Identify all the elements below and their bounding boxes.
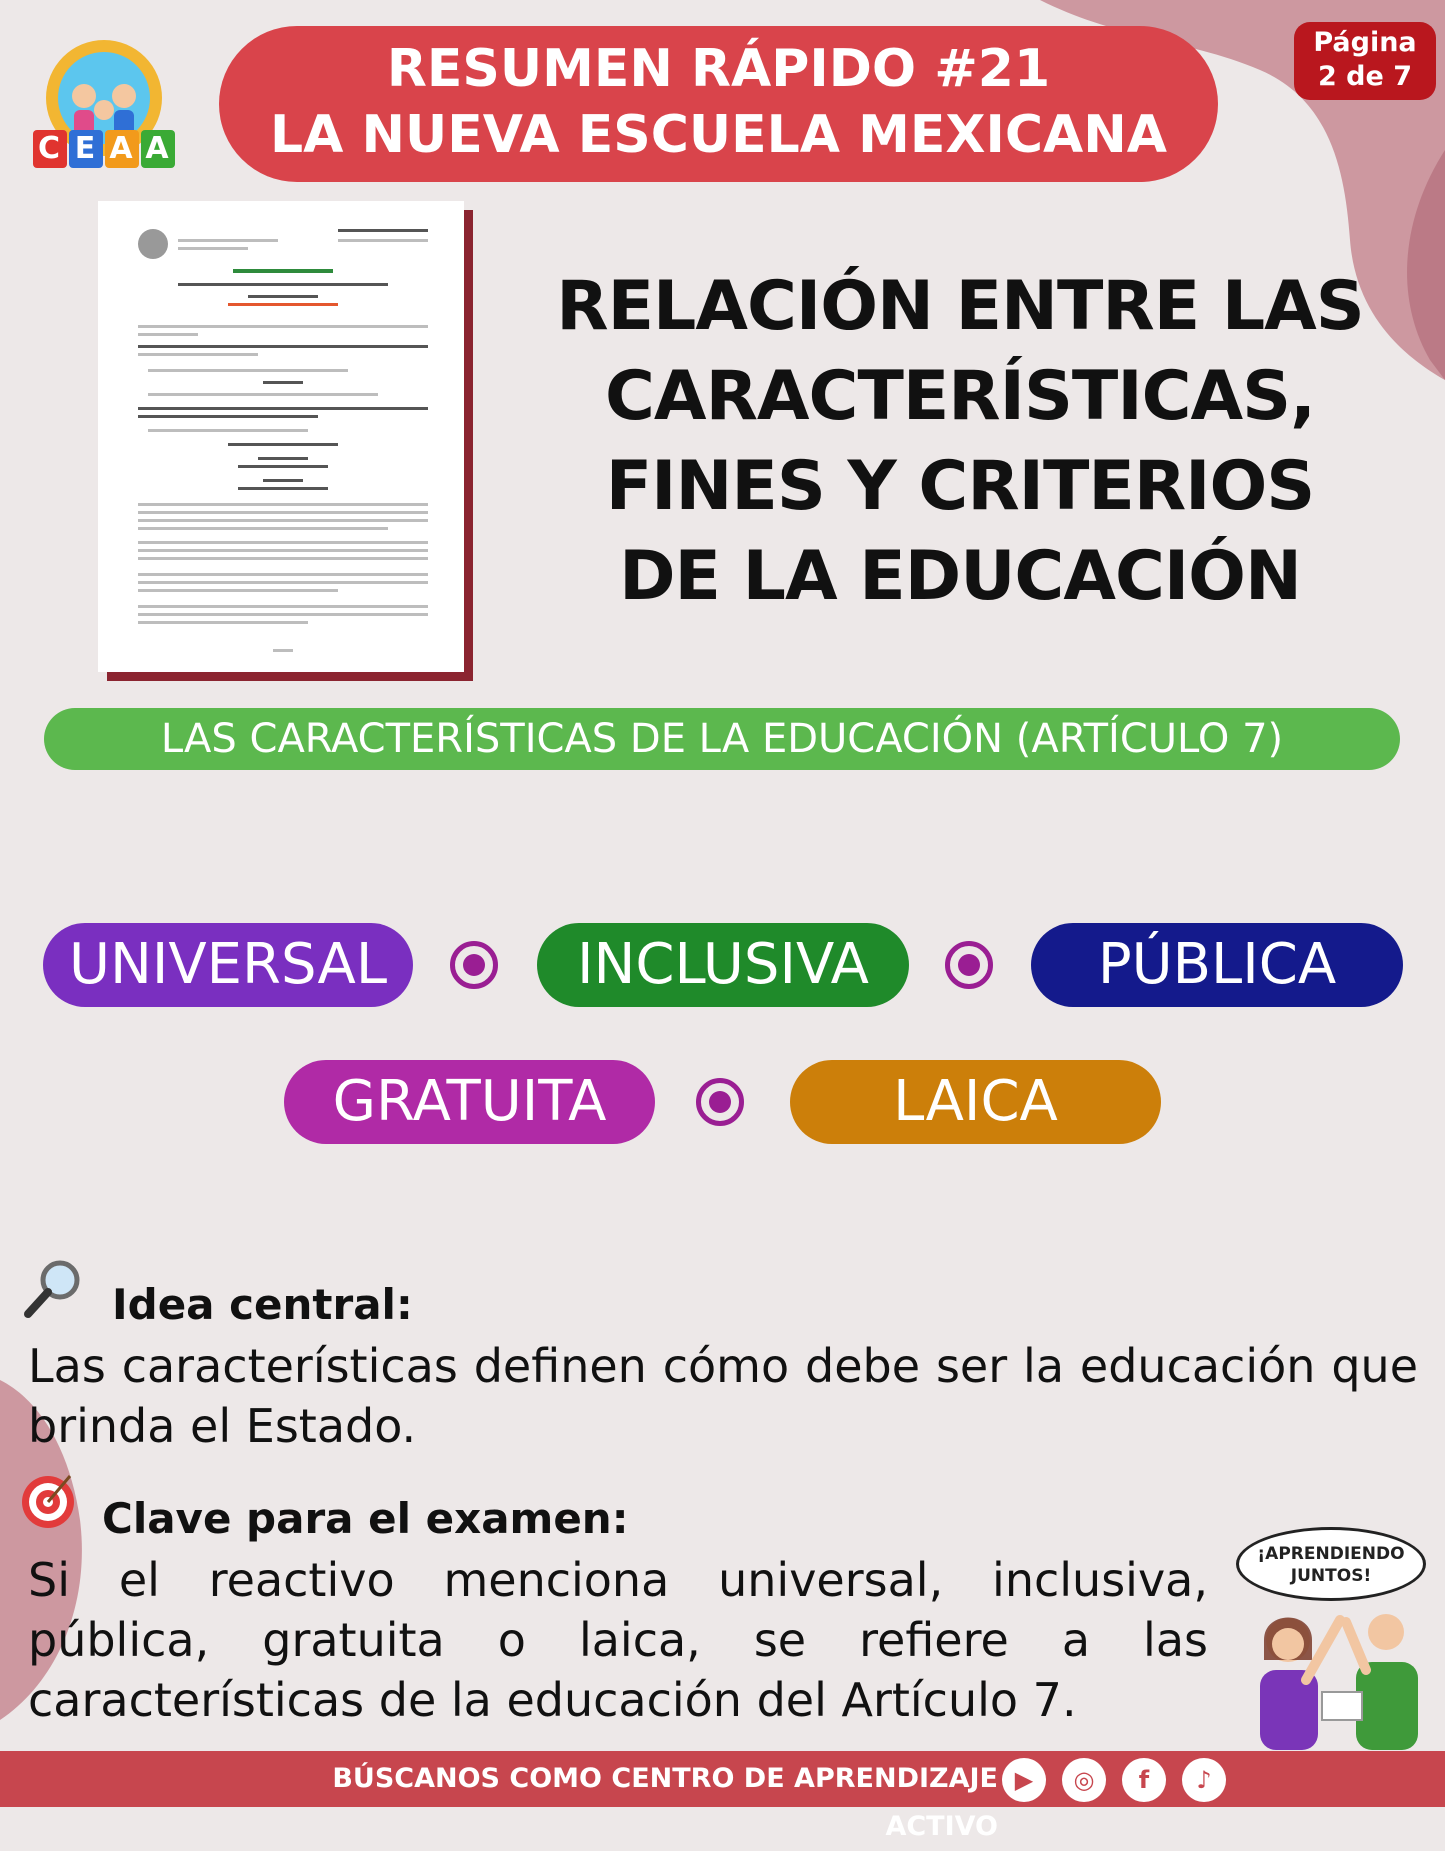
chip-publica: PÚBLICA bbox=[1031, 923, 1403, 1007]
clave-text: Si el reactivo menciona universal, inclusiva, pública, gratuita o laica, se refiere a las características de la educación del Artículo 7. bbox=[28, 1553, 1208, 1727]
tiktok-icon[interactable]: ♪ bbox=[1182, 1758, 1226, 1802]
bullet-dot-icon bbox=[945, 941, 993, 989]
logo-letter-c: C bbox=[33, 130, 67, 168]
facebook-icon[interactable]: f bbox=[1122, 1758, 1166, 1802]
youtube-icon[interactable]: ▶ bbox=[1002, 1758, 1046, 1802]
idea-text: Las características definen cómo debe ser la educación que brinda el Estado. bbox=[28, 1339, 1418, 1453]
seal-icon bbox=[138, 229, 168, 259]
header-line-2: LA NUEVA ESCUELA MEXICANA bbox=[269, 105, 1168, 165]
teachers-illustration-icon bbox=[1236, 1600, 1436, 1750]
logo-letters bbox=[24, 130, 184, 170]
footer-text: BÚSCANOS COMO CENTRO DE APRENDIZAJE ACTIVO bbox=[332, 1763, 998, 1842]
logo-letter-a-2: A bbox=[141, 130, 175, 168]
chip-inclusiva: INCLUSIVA bbox=[537, 923, 909, 1007]
bullet-dot-icon bbox=[696, 1078, 744, 1126]
instagram-icon[interactable]: ◎ bbox=[1062, 1758, 1106, 1802]
document-thumbnail bbox=[98, 201, 464, 672]
bubble-line-1: ¡APRENDIENDO bbox=[1257, 1544, 1405, 1564]
page-badge bbox=[1294, 22, 1436, 100]
magnifier-icon bbox=[22, 1256, 86, 1320]
main-title-line-4: DE LA EDUCACIÓN bbox=[619, 537, 1301, 616]
main-title-line-2: CARACTERÍSTICAS, bbox=[605, 357, 1315, 436]
main-title-line-1: RELACIÓN ENTRE LAS bbox=[556, 267, 1364, 346]
bubble-line-2: JUNTOS! bbox=[1290, 1566, 1372, 1586]
chip-universal: UNIVERSAL bbox=[43, 923, 413, 1007]
page-badge-number: 2 de 7 bbox=[1317, 61, 1412, 92]
main-title bbox=[540, 262, 1380, 622]
idea-heading: Idea central: bbox=[112, 1280, 413, 1329]
clave-heading: Clave para el examen: bbox=[102, 1494, 629, 1543]
page-badge-label: Página bbox=[1313, 27, 1417, 58]
speech-bubble bbox=[1236, 1527, 1426, 1601]
section-label: LAS CARACTERÍSTICAS DE LA EDUCACIÓN (ARTÍCULO 7) bbox=[44, 708, 1400, 770]
bullet-dot-icon bbox=[450, 941, 498, 989]
chip-laica: LAICA bbox=[790, 1060, 1161, 1144]
main-title-line-3: FINES Y CRITERIOS bbox=[605, 447, 1315, 526]
logo-letter-e: E bbox=[69, 130, 103, 168]
ceaa-logo bbox=[24, 36, 184, 176]
logo-letter-a: A bbox=[105, 130, 139, 168]
target-icon bbox=[18, 1468, 80, 1530]
header-line-1: RESUMEN RÁPIDO #21 bbox=[386, 39, 1051, 99]
header-banner bbox=[219, 26, 1218, 182]
chip-gratuita: GRATUITA bbox=[284, 1060, 655, 1144]
